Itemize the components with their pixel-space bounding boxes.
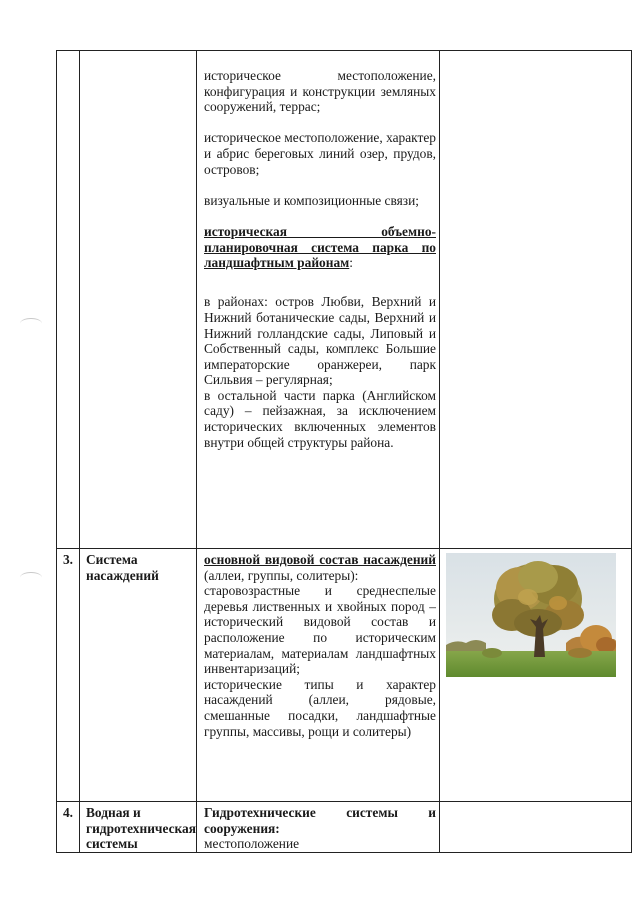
content-heading [204, 552, 436, 583]
heading-bold: основной видовой состав насаждений [204, 552, 436, 567]
content-paragraph: старовозрастные и среднеспелые деревья лиственных и хвойных пород – исторический видовой состав и расположение по историческим материалам, материалам ландшафтных инвентаризаций; [204, 583, 436, 677]
row-number: 3. [57, 549, 80, 802]
row-number [57, 51, 80, 549]
park-tree-photo [446, 553, 616, 677]
row-content [197, 802, 440, 853]
content-paragraph: исторические типы и характер насаждений (аллеи, рядовые, смешанные посадки, ландшафтные группы, массивы, рощи и солитеры) [204, 676, 436, 739]
row-name [80, 51, 197, 549]
content-paragraph: визуальные и композиционные связи; [204, 192, 419, 208]
content-paragraph: в районах: остров Любви, Верхний и Нижний ботанические сады, Верхний и Нижний голландские сады, Липовый и Собственный сады, комплекс Большие императорские оранжереи, парк Сильвия – регулярная; [204, 294, 436, 388]
heading-bold: историческая объемно-планировочная система парка по ландшафтным районам [204, 223, 436, 271]
punch-hole-mark [20, 572, 42, 583]
heading-suffix: : [349, 255, 353, 271]
table-row [57, 802, 632, 853]
row-content [197, 51, 440, 549]
content-paragraph: местоположение [204, 836, 300, 852]
row-name: Система насаждений [80, 549, 197, 802]
punch-hole-mark [20, 318, 42, 329]
content-paragraph: историческое местоположение, конфигурация и конструкции земляных сооружений, террас; [204, 68, 436, 115]
content-paragraph: в остальной части парка (Английском саду) – пейзажная, за исключением исторических включенных элементов внутри общей структуры района. [204, 387, 436, 450]
image-cell [440, 549, 632, 802]
image-cell [440, 802, 632, 853]
row-content [197, 549, 440, 802]
row-name: Водная и гидротехническая системы [80, 802, 197, 853]
content-heading: Гидротехнические системы и сооружения: [204, 805, 436, 836]
heading-rest: (аллеи, группы, солитеры): [204, 567, 359, 583]
content-paragraph: историческое местоположение, характер и абрис береговых линий озер, прудов, островов; [204, 130, 436, 177]
monument-table [56, 50, 632, 853]
table-row [57, 51, 632, 549]
content-heading [204, 224, 436, 271]
row-number: 4. [57, 802, 80, 853]
image-cell [440, 51, 632, 549]
table-row [57, 549, 632, 802]
